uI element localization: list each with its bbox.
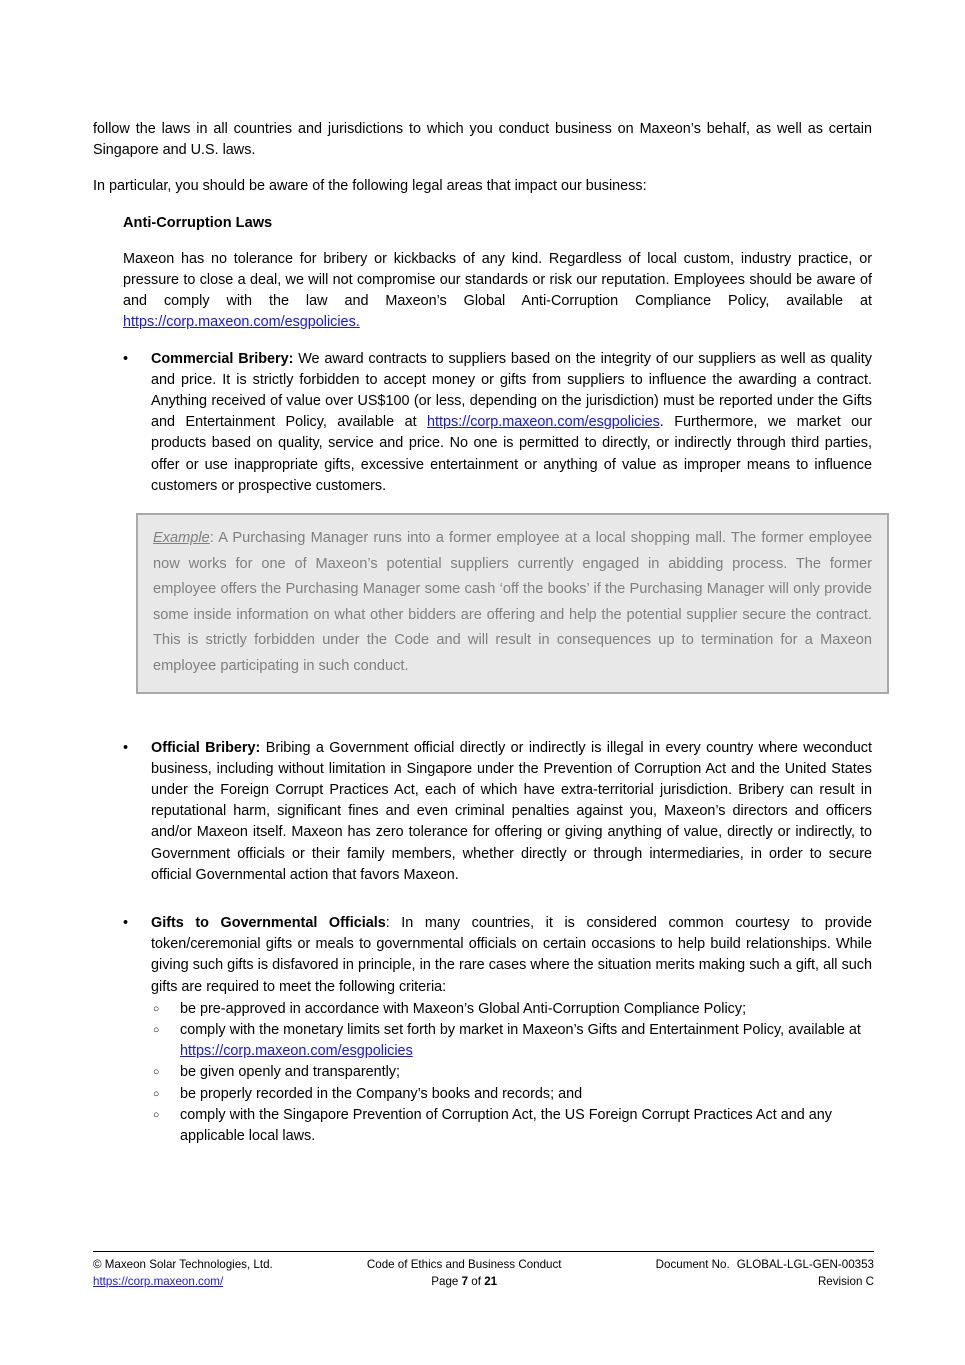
footer-center-column	[367, 1257, 562, 1290]
criteria-text	[180, 999, 872, 1020]
paragraph-text: : In many countries, it is considered common courtesy to provide token/ceremonial gifts or meals to governmental officials on certain occasions to help build relationships. While giving such gifts is disfavored in principle, in the rare cases where the situation merits making such a gift, all such gifts are required to meet the following criteria:	[151, 915, 872, 995]
circle-bullet-icon: ○	[153, 1108, 160, 1121]
footer-revision: Revision C	[817, 1274, 874, 1288]
footer-doc-number	[656, 1257, 874, 1274]
bullet-text	[151, 913, 872, 1147]
paragraph-text: comply with the Singapore Prevention of Corruption Act, the US Foreign Corrupt Practices Act and any applicable local laws.	[180, 1106, 832, 1145]
bullet-official-bribery	[123, 738, 872, 886]
paragraph-text: In particular, you should be aware of the following legal areas that impact our business:	[93, 178, 647, 195]
page-footer	[93, 1251, 874, 1290]
example-text: : A Purchasing Manager runs into a former employee at a local shopping mall. The former employee now works for one of Maxeon’s potential suppliers currently engaged in abidding process. The former employee offers the Purchasing Manager some cash ‘off the books’ if the Purchasing Manager will only provide some inside information on what other bidders are offering and help the potential supplier secure the contract. This is strictly forbidden under the Code and will result in consequences up to termination for a Maxeon employee participating in such conduct.	[153, 530, 872, 675]
criteria-item	[151, 1105, 872, 1147]
footer-right-column	[656, 1257, 874, 1290]
example-callout-box	[136, 513, 889, 694]
esgpolicies-link-1[interactable]: https://corp.maxeon.com/esgpolicies.	[123, 314, 360, 331]
paragraph-text: Maxeon has no tolerance for bribery or kickbacks of any kind. Regardless of local custom, industry practice, or pressure to close a deal, we will not compromise our standards or risk our reputation. Employees should be aware of and comply with the law and Maxeon’s Global Anti-Corruption Compliance Policy, available at	[123, 250, 872, 310]
paragraph-text: comply with the monetary limits set forth by market in Maxeon’s Gifts and Entertainment Policy, available at	[180, 1022, 861, 1039]
bullet-gifts-officials	[123, 913, 872, 1147]
intro-paragraph-1	[93, 119, 872, 161]
circle-bullet-icon: ○	[153, 1066, 160, 1079]
footer-site-link[interactable]: https://corp.maxeon.com/	[93, 1274, 224, 1288]
bullet-commercial-bribery	[123, 349, 872, 497]
criteria-item	[151, 999, 872, 1020]
paragraph-text: We award contracts to suppliers based on the integrity of our suppliers as well as quality and price. It is strictly forbidden to accept money or gifts from suppliers to influence the awarding a contract. Anything received of value over US$100 (or less, depending on the jurisdiction) must be reported under the Gifts and Entertainment Policy, available at	[151, 350, 872, 431]
page-label: Page	[431, 1274, 462, 1288]
bullet-text	[151, 738, 872, 886]
footer-left-column	[93, 1257, 273, 1290]
circle-bullet-icon: ○	[153, 1087, 160, 1100]
criteria-text	[180, 1062, 872, 1083]
circle-bullet-icon: ○	[153, 1002, 160, 1015]
paragraph-text: Bribing a Government official directly or indirectly is illegal in every country where weconduct business, including without limitation in Singapore under the Prevention of Corruption Act and the United States under the Foreign Corrupt Practices Act, each of which have extra-territorial jurisdiction. Bribery can result in reputational harm, significant fines and even criminal penalties against you, Maxeon’s directors and officers and/or Maxeon itself. Maxeon has zero tolerance for offering or giving anything of value, directly or indirectly, to Government officials or their family members, whether directly or through intermediaries, in order to secure official Governmental action that favors Maxeon.	[151, 739, 872, 883]
footer-page-number	[367, 1274, 562, 1291]
bullet-text	[151, 349, 872, 497]
bullet-icon: •	[123, 350, 129, 367]
paragraph-text: be pre-approved in accordance with Maxeon’s Global Anti-Corruption Compliance Policy;	[180, 1000, 747, 1017]
criteria-text	[180, 1105, 872, 1147]
example-label: Example	[153, 530, 210, 547]
footer-doc-title: Code of Ethics and Business Conduct	[366, 1258, 562, 1271]
doc-number-label: Document No.	[655, 1258, 730, 1271]
criteria-item	[151, 1084, 872, 1105]
esgpolicies-link-2[interactable]: https://corp.maxeon.com/esgpolicies	[427, 414, 660, 431]
bullet-icon: •	[123, 739, 129, 756]
criteria-text	[180, 1020, 872, 1062]
bullet-icon: •	[123, 915, 129, 932]
criteria-item	[151, 1062, 872, 1083]
paragraph-text: be properly recorded in the Company’s books and records; and	[180, 1085, 583, 1102]
footer-copyright: © Maxeon Solar Technologies, Ltd.	[93, 1258, 273, 1271]
esgpolicies-link-3[interactable]: https://corp.maxeon.com/esgpolicies	[180, 1043, 413, 1060]
page-current: 7	[461, 1274, 469, 1288]
criteria-item	[151, 1020, 872, 1062]
criteria-list	[151, 999, 872, 1147]
bullet-label: Gifts to Governmental Officials	[151, 915, 386, 932]
bullet-label: Commercial Bribery:	[151, 350, 294, 367]
page-total: 21	[484, 1274, 498, 1288]
bullet-label: Official Bribery:	[151, 739, 261, 756]
page-body	[93, 119, 872, 1162]
doc-number-value: GLOBAL-LGL-GEN-00353	[736, 1258, 874, 1271]
paragraph-text: follow the laws in all countries and jurisdictions to which you conduct business on Maxeon’s behalf, as well as certain Singapore and U.S. laws.	[93, 121, 872, 159]
circle-bullet-icon: ○	[153, 1024, 160, 1037]
criteria-text	[180, 1084, 872, 1105]
paragraph-text: . Furthermore, we market our products based on quality, service and price. No one is permitted to directly, or indirectly through third parties, offer or use inappropriate gifts, excessive entertainment or anything of value as improper means to influence customers or prospective customers.	[151, 414, 872, 494]
intro-paragraph-2	[93, 176, 872, 197]
page-of-label: of	[468, 1274, 485, 1288]
section-heading-anticorruption: Anti-Corruption Laws	[123, 214, 273, 231]
anticorruption-intro-paragraph	[123, 249, 872, 334]
paragraph-text: be given openly and transparently;	[180, 1064, 401, 1081]
